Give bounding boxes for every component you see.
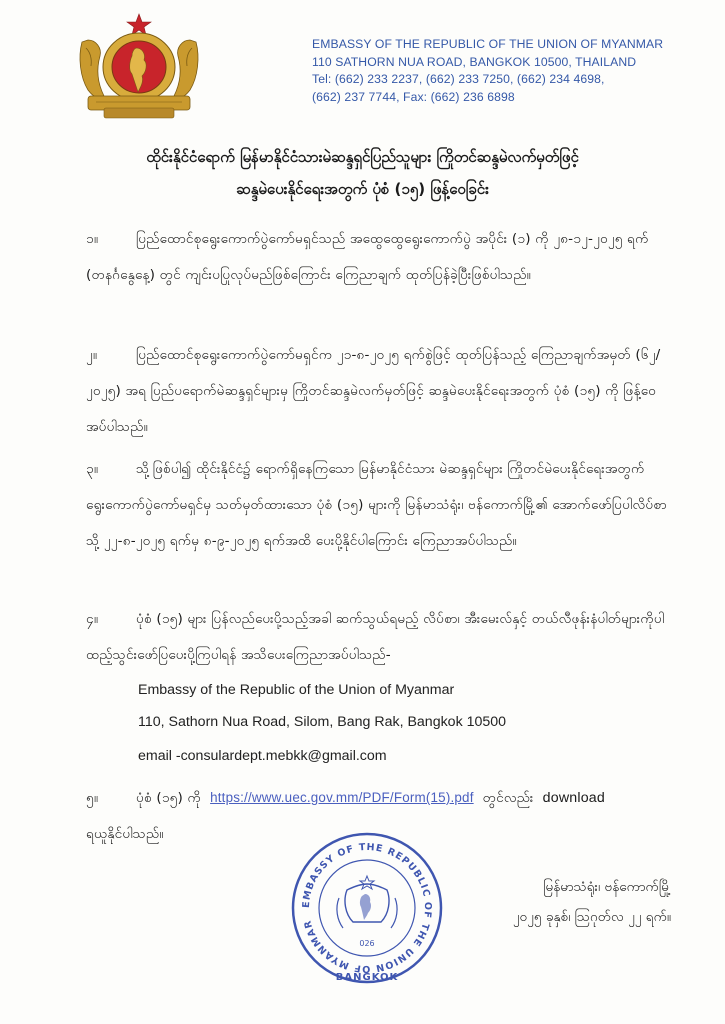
- paragraph-1: [86, 221, 672, 293]
- seal-number: 026: [359, 939, 375, 948]
- paragraph-number: ၂။: [86, 347, 98, 363]
- paragraph-number: ၁။: [86, 231, 99, 247]
- paragraph-number: ၄။: [86, 611, 99, 627]
- seal-city: BANGKOK: [335, 972, 399, 983]
- paragraph-text: တွင်လည်း: [482, 790, 534, 806]
- address-street: 110, Sathorn Nua Road, Silom, Bang Rak, Bangkok 10500: [138, 714, 507, 730]
- paragraph-number: ၅။: [86, 790, 99, 806]
- letterhead-address: 110 SATHORN NUA ROAD, BANGKOK 10500, THAILAND: [312, 54, 637, 69]
- paragraph-4: [86, 601, 672, 673]
- letterhead-phones: Tel: (662) 233 2237, (662) 233 7250, (662) 234 4698,: [312, 72, 605, 86]
- embassy-letterhead: [312, 36, 712, 106]
- state-emblem-icon: [74, 12, 204, 122]
- address-embassy-name: Embassy of the Republic of the Union of Myanmar: [138, 682, 455, 698]
- paragraph-text: ပုံစံ (၁၅) များ ပြန်လည်ပေးပို့သည့်အခါ ဆက်သွယ်ရမည့် လိပ်စာ၊ အီးမေးလ်နှင့် တယ်လီဖုန်းနံပါတ်များကိုပါ ထည့်သွင်းဖော်ပြပေးပို့ကြပါရန် အသိပေးကြေညာအပ်ပါသည်-: [86, 611, 665, 663]
- paragraph-3: [86, 451, 672, 559]
- seal-ring-text: EMBASSY OF THE REPUBLIC OF THE UNION OF MYANMAR: [300, 841, 434, 975]
- letterhead-name: EMBASSY OF THE REPUBLIC OF THE UNION OF MYANMAR: [312, 37, 664, 51]
- signature-office: မြန်မာသံရုံး၊ ဗန်ကောက်မြို့: [543, 879, 671, 895]
- letterhead-phones-fax: (662) 237 7744, Fax: (662) 236 6898: [312, 89, 515, 104]
- paragraph-2: [86, 337, 672, 445]
- download-word: download: [542, 790, 605, 806]
- form-15-download-link[interactable]: https://www.uec.gov.mm/PDF/Form(15).pdf: [210, 790, 474, 805]
- paragraph-text: ပြည်ထောင်စုရွေးကောက်ပွဲကော်မရှင်သည် အထွေထွေရွေးကောက်ပွဲ အပိုင်း (၁) ကို ၂၈-၁၂-၂၀၂၅ ရက် (တနင်္ဂနွေနေ့) တွင် ကျင်းပပြုလုပ်မည်ဖြစ်ကြောင်း ကြေညာချက် ထုတ်ပြန်ခဲ့ပြီးဖြစ်ပါသည်။: [86, 231, 649, 283]
- paragraph-number: ၃။: [86, 461, 99, 477]
- paragraph-text: ပုံစံ (၁၅) ကို: [136, 790, 202, 806]
- signature-date: ၂၀၂၅ ခုနှစ်၊ ဩဂုတ်လ ၂၂ ရက်။: [512, 909, 671, 925]
- address-email: email -consulardept.mebkk@gmail.com: [138, 748, 387, 764]
- paragraph-text: ပြည်ထောင်စုရွေးကောက်ပွဲကော်မရှင်က ၂၁-၈-၂၀၂၅ ရက်စွဲဖြင့် ထုတ်ပြန်သည့် ကြေညာချက်အမှတ် (၆၂/ ၂၀၂၅) အရ ပြည်ပရောက်မဲဆန္ဒရှင်များမှ ကြိုတင်ဆန္ဒမဲလက်မှတ်ဖြင့် ဆန္ဒမဲပေးနိုင်ရေးအတွက် ပုံစံ (၁၅) ကို ဖြန့်ဝေအပ်ပါသည်။: [86, 347, 661, 435]
- embassy-seal-icon: [287, 828, 447, 998]
- paragraph-text-line-2: ရယူနိုင်ပါသည်။: [86, 826, 164, 842]
- paragraph-text: သို့ဖြစ်ပါ၍ ထိုင်းနိုင်ငံ၌ ရောက်ရှိနေကြသော မြန်မာနိုင်ငံသား မဲဆန္ဒရှင်များ ကြိုတင်မဲပေးနိုင်ရေးအတွက် ရွေးကောက်ပွဲကော်မရှင်မှ သတ်မှတ်ထားသော ပုံစံ (၁၅) များကို မြန်မာသံရုံး၊ ဗန်ကောက်မြို့၏ အောက်ဖော်ပြပါလိပ်စာသို့ ၂၂-၈-၂၀၂၅ ရက်မှ ၈-၉-၂၀၂၅ ရက်အထိ ပေးပို့နိုင်ပါကြောင်း ကြေညာအပ်ပါသည်။: [86, 461, 667, 549]
- document-title-line-2: ဆန္ဒမဲပေးနိုင်ရေးအတွက် ပုံစံ (၁၅) ဖြန့်ဝေခြင်း: [236, 180, 489, 198]
- document-title-line-1: ထိုင်းနိုင်ငံရောက် မြန်မာနိုင်ငံသားမဲဆန္ဒရှင်ပြည်သူများ ကြိုတင်ဆန္ဒမဲလက်မှတ်ဖြင့်: [146, 148, 579, 166]
